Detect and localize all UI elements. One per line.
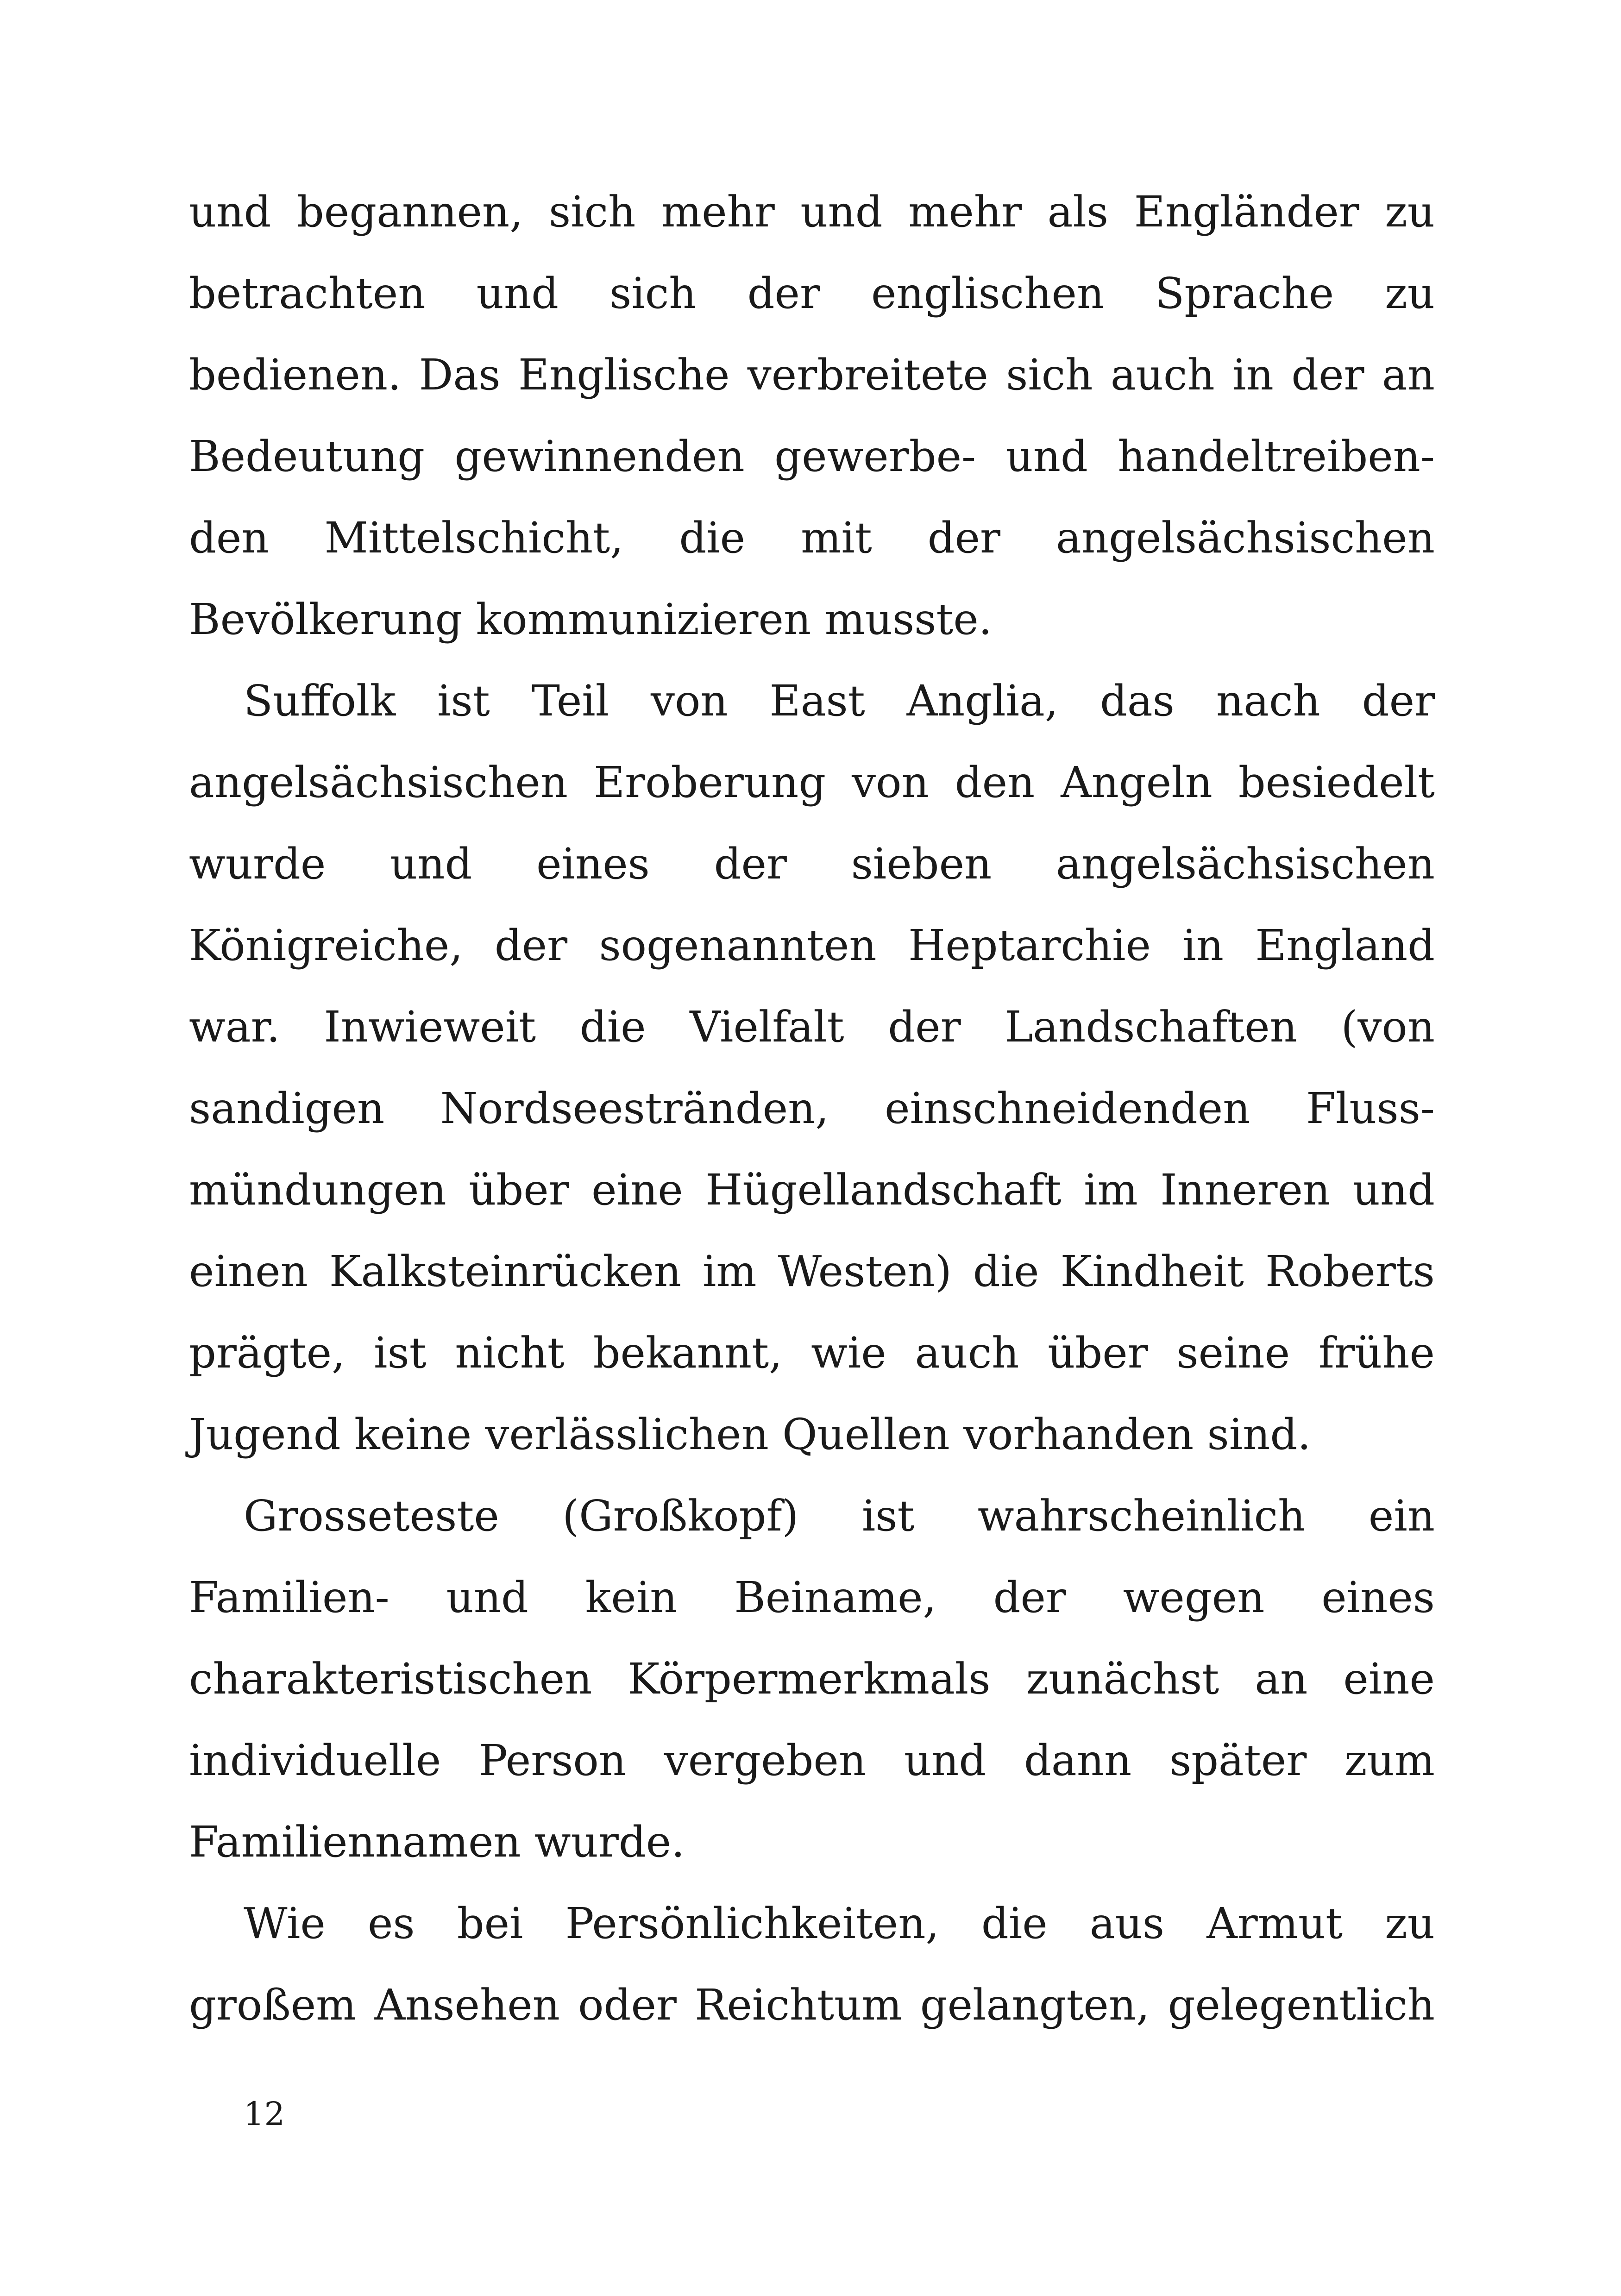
text-line: Bevölkerung kommunizieren musste.: [189, 595, 993, 644]
paragraph-2: [189, 660, 1435, 1475]
paragraph-4: [189, 1883, 1435, 2046]
text-line: wurde und eines der sieben angelsächsischen: [189, 839, 1435, 889]
body-text: [189, 171, 1435, 2046]
text-line: Bedeutung gewinnenden gewerbe- und handeltreiben-: [189, 432, 1435, 481]
text-line: mündungen über eine Hügellandschaft im Inneren und: [189, 1165, 1435, 1215]
text-line: angelsächsischen Eroberung von den Angeln besiedelt: [189, 758, 1435, 807]
text-line: Familiennamen wurde.: [189, 1817, 685, 1867]
text-line: Suffolk ist Teil von East Anglia, das nach der: [244, 676, 1435, 726]
text-line: großem Ansehen oder Reichtum gelangten, gelegentlich: [189, 1980, 1435, 2030]
text-line: den Mittelschicht, die mit der angelsächsischen: [189, 513, 1435, 563]
text-line: prägte, ist nicht bekannt, wie auch über seine frühe: [189, 1328, 1435, 1378]
text-line: Familien- und kein Beiname, der wegen eines: [189, 1573, 1435, 1622]
text-line: Königreiche, der sogenannten Heptarchie in England: [189, 921, 1435, 970]
text-line: und begannen, sich mehr und mehr als Engländer zu: [189, 187, 1435, 237]
text-line: charakteristischen Körpermerkmals zunächst an eine: [189, 1654, 1435, 1704]
paragraph-3: [189, 1475, 1435, 1883]
paragraph-1: [189, 171, 1435, 660]
text-line: Jugend keine verlässlichen Quellen vorhanden sind.: [189, 1410, 1311, 1459]
text-line: sandigen Nordseestränden, einschneidenden Fluss-: [189, 1084, 1435, 1133]
page-number: 12: [244, 2095, 285, 2133]
text-line: individuelle Person vergeben und dann später zum: [189, 1736, 1435, 1785]
text-line: Wie es bei Persönlichkeiten, die aus Armut zu: [244, 1899, 1435, 1948]
text-line: bedienen. Das Englische verbreitete sich auch in der an: [189, 350, 1435, 400]
text-line: einen Kalksteinrücken im Westen) die Kindheit Roberts: [189, 1247, 1435, 1296]
text-line: betrachten und sich der englischen Sprache zu: [189, 269, 1435, 318]
text-line: war. Inwieweit die Vielfalt der Landschaften (von: [189, 1002, 1435, 1052]
text-line: Grosseteste (Großkopf) ist wahrscheinlich ein: [244, 1491, 1435, 1541]
